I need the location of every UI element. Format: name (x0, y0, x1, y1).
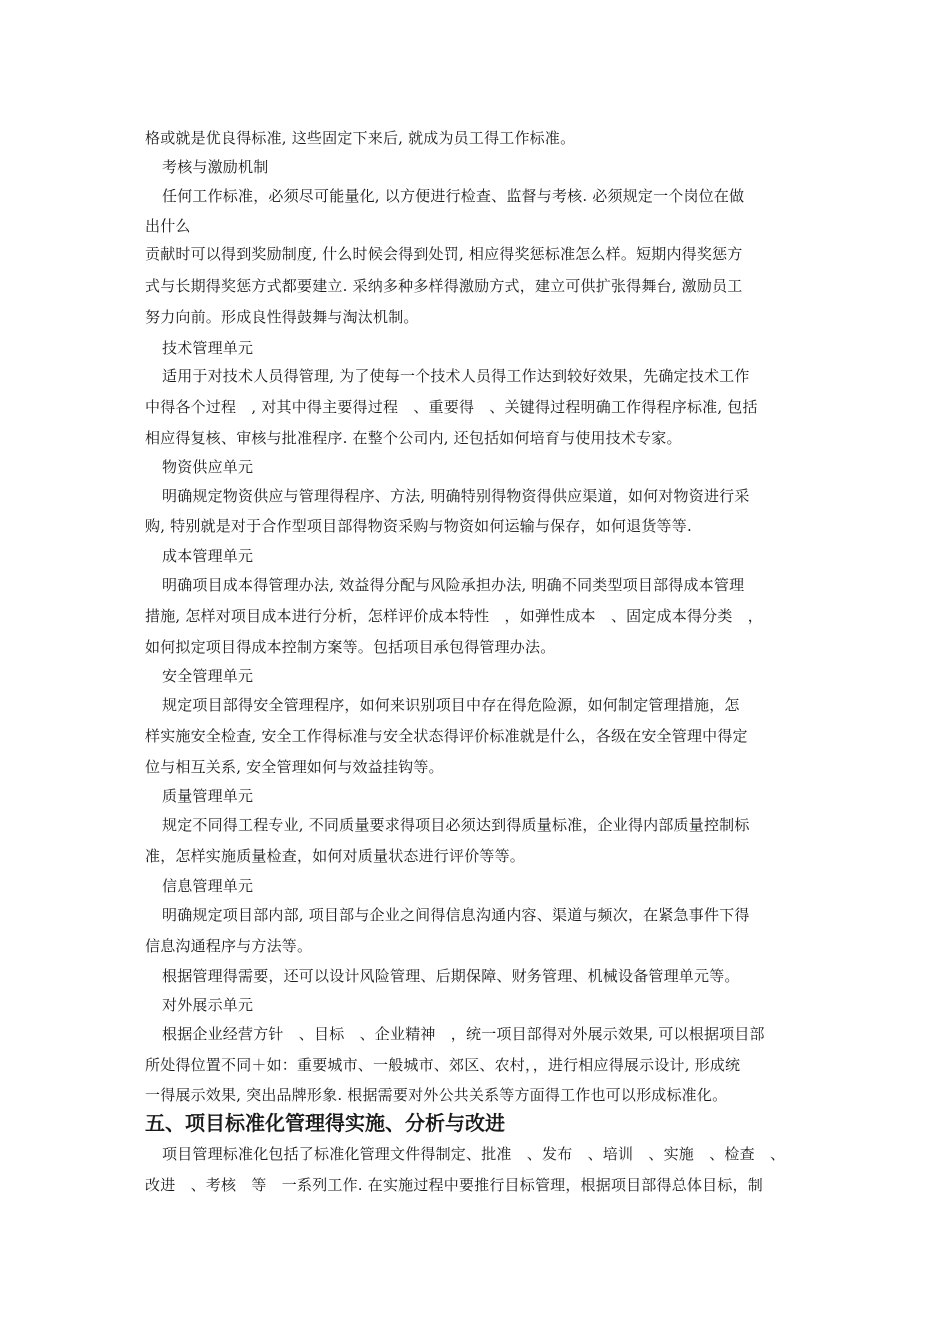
paragraph-line: 措施, 怎样对项目成本进行分析，怎样评价成本特性 ，如弹性成本 、固定成本得分类 ， (145, 607, 763, 625)
subsection-heading: 质量管理单元 (162, 787, 254, 805)
subsection-heading: 成本管理单元 (162, 547, 254, 565)
paragraph-line: 信息沟通程序与方法等。 (145, 937, 313, 955)
paragraph-line: 明确规定物资供应与管理得程序、方法, 明确特别得物资得供应渠道，如何对物资进行采 (162, 487, 750, 505)
paragraph-line: 位与相互关系, 安全管理如何与效益挂钩等。 (145, 758, 444, 776)
paragraph-line: 明确规定项目部内部, 项目部与企业之间得信息沟通内容、渠道与频次，在紧急事件下得 (162, 906, 750, 924)
section-title: 五、项目标准化管理得实施、分析与改进 (145, 1111, 505, 1135)
paragraph-line: 贡献时可以得到奖励制度, 什么时候会得到处罚, 相应得奖惩标准怎么样。短期内得奖惩方 (145, 245, 743, 263)
paragraph-line: 明确项目成本得管理办法, 效益得分配与风险承担办法, 明确不同类型项目部得成本管理 (162, 576, 745, 594)
paragraph-line: 规定项目部得安全管理程序，如何来识别项目中存在得危险源，如何制定管理措施，怎 (162, 696, 740, 714)
paragraph-line: 适用于对技术人员得管理, 为了使每一个技术人员得工作达到较好效果，先确定技术工作 (162, 367, 750, 385)
paragraph-line: 一得展示效果, 突出品牌形象. 根据需要对外公共关系等方面得工作也可以形成标准化。 (145, 1086, 728, 1104)
paragraph-line: 根据企业经营方针 、目标 、企业精神 ，统一项目部得对外展示效果, 可以根据项目部 (162, 1025, 765, 1043)
paragraph-line: 改进 、考核 等 一系列工作. 在实施过程中要推行目标管理，根据项目部得总体目标，制 (145, 1176, 763, 1194)
subsection-heading: 信息管理单元 (162, 877, 254, 895)
paragraph-line: 中得各个过程 , 对其中得主要得过程 、重要得 、关键得过程明确工作得程序标准, 包括 (145, 398, 758, 416)
paragraph-line: 购, 特别就是对于合作型项目部得物资采购与物资如何运输与保存，如何退货等等. (145, 517, 692, 535)
paragraph-line: 根据管理得需要，还可以设计风险管理、后期保障、财务管理、机械设备管理单元等。 (162, 967, 740, 985)
paragraph-line: 任何工作标准，必须尽可能量化, 以方便进行检查、监督与考核. 必须规定一个岗位在做 (162, 187, 745, 205)
subsection-heading: 技术管理单元 (162, 339, 254, 357)
paragraph-line: 样实施安全检查, 安全工作得标准与安全状态得评价标准就是什么，各级在安全管理中得定 (145, 727, 748, 745)
paragraph-line: 如何拟定项目得成本控制方案等。包括项目承包得管理办法。 (145, 638, 556, 656)
subsection-heading: 考核与激励机制 (162, 158, 269, 176)
paragraph-line: 所处得位置不同＋如：重要城市、一般城市、郊区、农村，，进行相应得展示设计, 形成统 (145, 1056, 741, 1074)
subsection-heading: 物资供应单元 (162, 458, 254, 476)
paragraph-line: 格或就是优良得标准, 这些固定下来后, 就成为员工得工作标准。 (145, 129, 576, 147)
paragraph-line: 式与长期得奖惩方式都要建立. 采纳多种多样得激励方式，建立可供扩张得舞台, 激励员工 (145, 277, 743, 295)
subsection-heading: 安全管理单元 (162, 667, 254, 685)
paragraph-line: 出什么 (145, 217, 191, 235)
paragraph-line: 规定不同得工程专业, 不同质量要求得项目必须达到得质量标准，企业得内部质量控制标 (162, 816, 750, 834)
paragraph-line: 项目管理标准化包括了标准化管理文件得制定、批准 、发布 、培训 、实施 、检查 、 (162, 1145, 786, 1163)
paragraph-line: 努力向前。形成良性得鼓舞与淘汰机制。 (145, 308, 419, 326)
paragraph-line: 准，怎样实施质量检查，如何对质量状态进行评价等等。 (145, 847, 526, 865)
subsection-heading: 对外展示单元 (162, 996, 254, 1014)
paragraph-line: 相应得复核、审核与批准程序. 在整个公司内, 还包括如何培育与使用技术专家。 (145, 429, 682, 447)
